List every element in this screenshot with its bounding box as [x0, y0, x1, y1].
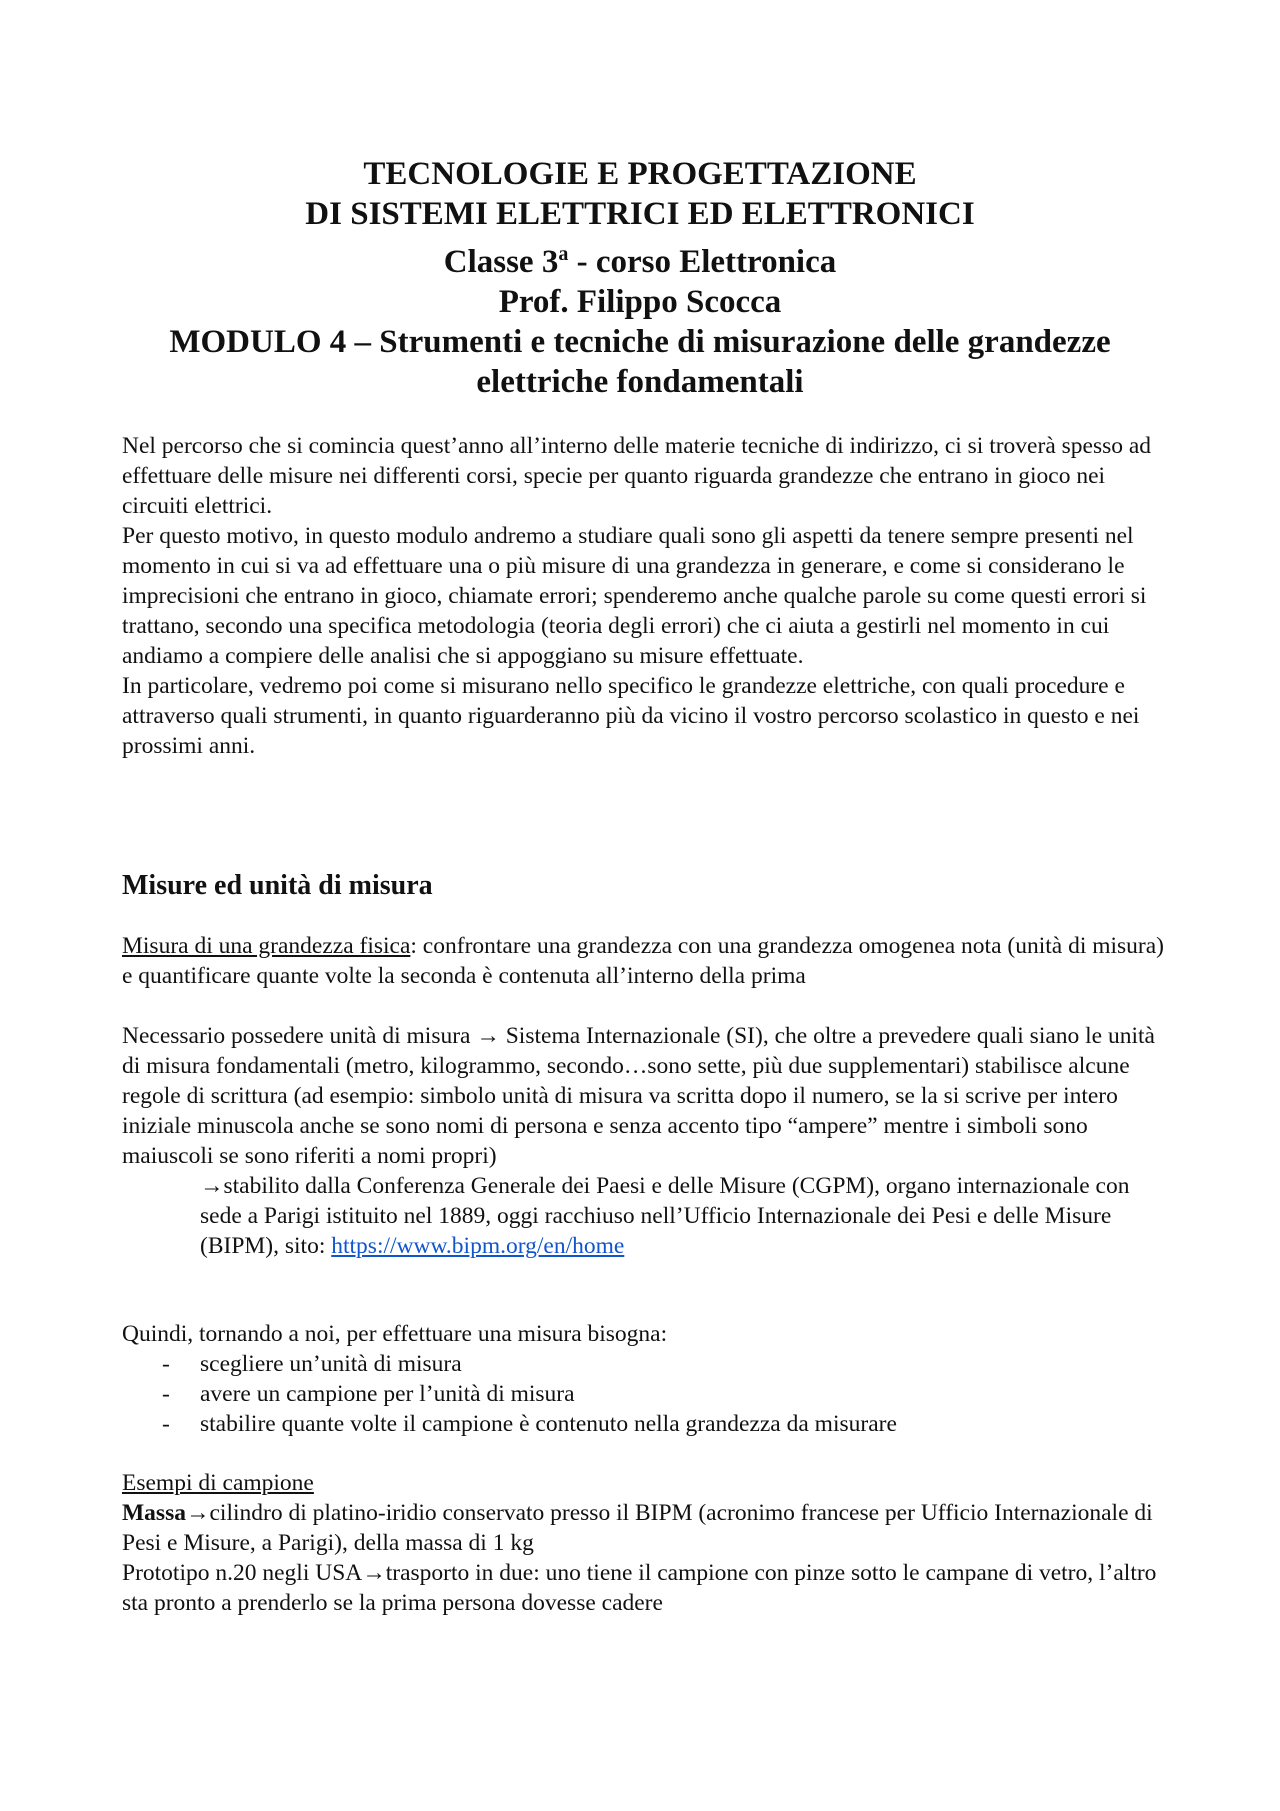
cgpm-paragraph — [122, 1171, 1172, 1261]
class-label: Classe 3 — [443, 244, 559, 280]
dash-icon: - — [162, 1351, 170, 1377]
title-line-2: DI SISTEMI ELETTRICI ED ELETTRONICI — [305, 196, 975, 232]
prototype-paragraph — [122, 1558, 1172, 1618]
prototype-label: Prototipo n.20 negli USA — [122, 1560, 363, 1586]
title-professor: Prof. Filippo Scocca — [498, 284, 782, 320]
si-paragraph — [122, 1021, 1172, 1261]
si-intro: Necessario possedere unità di misura — [122, 1023, 477, 1049]
arrow-icon: → — [200, 1173, 224, 1199]
dash-icon: - — [162, 1411, 170, 1437]
cgpm-text: stabilito dalla Conferenza Generale dei Paesi e delle Misure (CGPM), organo internazionale con sede a Parigi istituito nel 1889, oggi racchiuso nell’Ufficio Internazionale dei Pesi e delle Misure (BIPM), sito: — [200, 1173, 1130, 1259]
document-title — [120, 154, 1160, 402]
intro-paragraph-3: In particolare, vedremo poi come si misurano nello specifico le grandezze elettriche, con quali procedure e attraverso quali strumenti, in quanto riguarderanno più da vicino il vostro percorso scolastico in questo e nei prossimi anni. — [122, 673, 1140, 759]
examples-block — [122, 1468, 1172, 1618]
definition-term: Misura di una grandezza fisica — [122, 933, 411, 959]
si-text: Sistema Internazionale (SI), che oltre a prevedere quali siano le unità di misura fondamentali (metro, kilogrammo, secondo…sono sette, più due supplementari) stabilisce alcune regole di scrittura (ad esempio: simbolo unità di misura va scritta dopo il numero, se la si scrive per intero iniziale minuscola anche se sono nomi di persona e senza accento tipo “ampere” mentre i simboli sono maiuscoli se sono riferiti a nomi propri) — [122, 1023, 1155, 1169]
intro-section — [122, 431, 1172, 761]
dash-icon: - — [162, 1381, 170, 1407]
mass-text: cilindro di platino-iridio conservato presso il BIPM (acronimo francese per Ufficio Internazionale di Pesi e Misure, a Parigi), della massa di 1 kg — [122, 1500, 1153, 1556]
arrow-icon: → — [476, 1023, 500, 1049]
intro-paragraph-1: Nel percorso che si comincia quest’anno all’interno delle materie tecniche di indirizzo, ci si troverà spesso ad effettuare delle misure nei differenti corsi, specie per quanto riguarda grandezze che entrano in gioco nei circuiti elettrici. — [122, 433, 1152, 519]
steps-list — [122, 1349, 1172, 1439]
definition-paragraph — [122, 931, 1172, 991]
section-heading: Misure ed unità di misura — [122, 870, 433, 901]
mass-term: Massa — [122, 1500, 186, 1526]
list-item-text: avere un campione per l’unità di misura — [200, 1381, 575, 1407]
title-class — [120, 234, 1160, 282]
definition-text: : confrontare una grandezza con una grandezza omogenea nota (unità di misura) e quantificare quante volte la seconda è contenuta all’interno della prima — [122, 933, 1165, 989]
list-item-text: stabilire quante volte il campione è contenuto nella grandezza da misurare — [200, 1411, 897, 1437]
intro-paragraph-2: Per questo motivo, in questo modulo andremo a studiare quali sono gli aspetti da tenere sempre presenti nel momento in cui si va ad effettuare una o più misure di una grandezza in generare, e come si considerano le imprecisioni che entrano in gioco, chiamate errori; spenderemo anche qualche parole su come questi errori si trattano, secondo una specifica metodologia (teoria degli errori) che ci aiuta a gestirli nel momento in cui andiamo a compiere delle analisi che si appoggiano su misure effettuate. — [122, 523, 1147, 669]
steps-intro: Quindi, tornando a noi, per effettuare una misura bisogna: — [122, 1321, 668, 1347]
list-item — [122, 1379, 1172, 1409]
list-item — [122, 1349, 1172, 1379]
title-line-1: TECNOLOGIE E PROGETTAZIONE — [363, 156, 917, 192]
bipm-link[interactable]: https://www.bipm.org/en/home — [331, 1233, 625, 1259]
title-module-cont: elettriche fondamentali — [476, 364, 804, 400]
title-module: MODULO 4 – Strumenti e tecniche di misurazione delle grandezze — [169, 324, 1111, 360]
examples-heading: Esempi di campione — [122, 1470, 314, 1496]
steps-block — [122, 1319, 1172, 1439]
arrow-icon: → — [362, 1560, 386, 1586]
list-item-text: scegliere un’unità di misura — [200, 1351, 462, 1377]
prototype-text: trasporto in due: uno tiene il campione con pinze sotto le campane di vetro, l’altro sta pronto a prenderlo se la prima persona dovesse cadere — [122, 1560, 1157, 1616]
list-item — [122, 1409, 1172, 1439]
mass-paragraph — [122, 1498, 1172, 1558]
arrow-icon: → — [185, 1500, 210, 1526]
course-label: - corso Elettronica — [568, 244, 837, 280]
class-superscript: a — [558, 243, 569, 265]
